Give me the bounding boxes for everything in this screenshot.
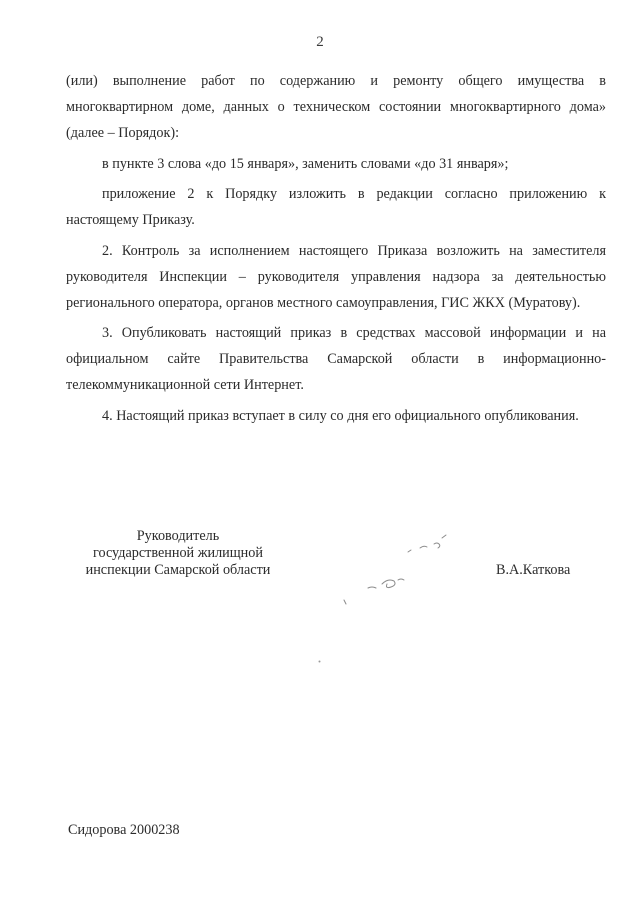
signatory-title-line-3: инспекции Самарской области [85,562,271,578]
paragraph-amendment-point-3: в пункте 3 слова «до 15 января», заменить словами «до 31 января»; [102,155,509,172]
page-number: 2 [316,34,324,50]
document-body [66,68,606,433]
signatory-name: В.А.Каткова [496,562,571,578]
paragraph-appendix-2: приложение 2 к Порядку изложить в редакции согласно приложению к настоящему Приказу. [66,186,606,228]
signatory-title [68,528,288,579]
paragraph-effective-date: 4. Настоящий приказ вступает в силу со дня его официального опубликования. [102,407,579,424]
handwritten-signature [330,530,470,620]
paragraph-publication: 3. Опубликовать настоящий приказ в средствах массовой информации и на официальном сайте Правительства Самарской области в информационно-телекоммуникационной сети Интернет. [66,325,606,393]
scan-speck [318,660,321,663]
executor-contact: Сидорова 2000238 [68,822,180,838]
paragraph-continuation: (или) выполнение работ по содержанию и ремонту общего имущества в многоквартирном доме, данных о техническом состоянии многоквартирного дома» (далее – Порядок): [66,73,606,141]
signatory-title-line-2: государственной жилищной [93,545,263,561]
paragraph-control: 2. Контроль за исполнением настоящего Приказа возложить на заместителя руководителя Инспекции – руководителя управления надзора за деятельностью регионального оператора, органов местного самоуправления, ГИС ЖКХ (Муратову). [66,242,606,311]
signatory-title-line-1: Руководитель [136,528,220,544]
